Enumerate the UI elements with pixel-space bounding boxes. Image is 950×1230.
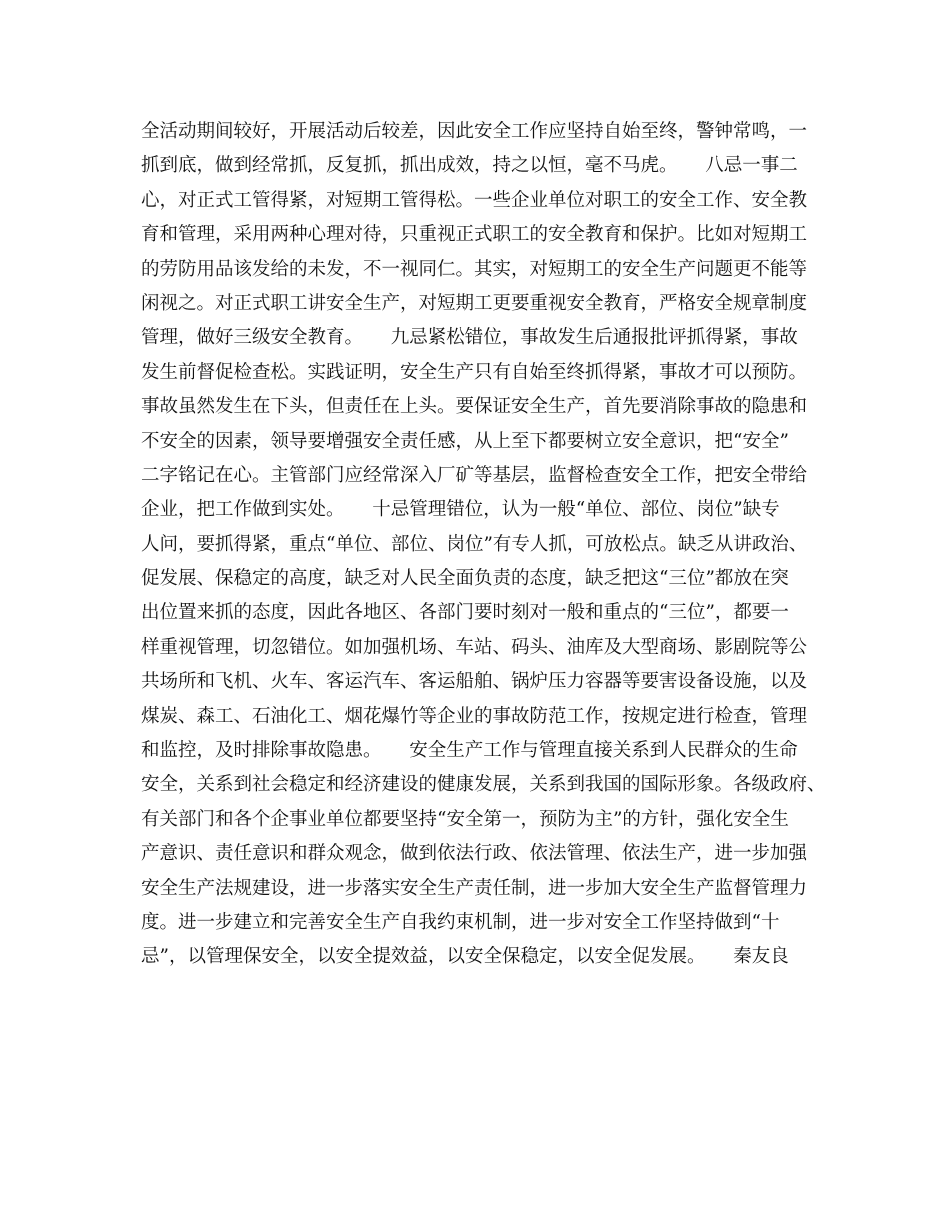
text-line: 有关部门和各个企事业单位都要坚持“安全第一，预防为主”的方针，强化安全生 (141, 808, 789, 830)
text-line: 管理，做好三级安全教育。 九忌紧松错位，事故发生后通报批评抓得紧，事故 (141, 327, 798, 349)
text-line: 煤炭、森工、石油化工、烟花爆竹等企业的事故防范工作，按规定进行检查，管理 (141, 705, 808, 727)
text-line: 二字铭记在心。主管部门应经常深入厂矿等基层，监督检查安全工作，把安全带给 (141, 464, 808, 486)
text-line: 产意识、责任意识和群众观念，做到依法行政、依法管理、依法生产，进一步加强 (141, 843, 808, 865)
text-line: 安全，关系到社会稳定和经济建设的健康发展，关系到我国的国际形象。各级政府、 (141, 774, 826, 796)
text-line: 企业，把工作做到实处。 十忌管理错位，认为一般“单位、部位、岗位”缺专 (141, 499, 780, 521)
text-line: 抓到底，做到经常抓，反复抓，抓出成效，持之以恒，毫不马虎。 八忌一事二 (141, 155, 798, 177)
text-line: 忌”，以管理保安全，以安全提效益，以安全保稳定，以安全促发展。 秦友良 (141, 946, 789, 968)
text-line: 样重视管理，切忽错位。如加强机场、车站、码头、油库及大型商场、影剧院等公 (141, 636, 808, 658)
text-line: 出位置来抓的态度，因此各地区、各部门要时刻对一般和重点的“三位”，都要一 (141, 602, 789, 624)
text-line: 不安全的因素，领导要增强安全责任感，从上至下都要树立安全意识，把“安全” (141, 430, 789, 452)
text-line: 安全生产法规建设，进一步落实安全生产责任制，进一步加大安全生产监督管理力 (141, 877, 808, 899)
text-line: 事故虽然发生在下头，但责任在上头。要保证安全生产，首先要消除事故的隐患和 (141, 396, 808, 418)
body-text (141, 115, 831, 975)
text-line: 促发展、保稳定的高度，缺乏对人民全面负责的态度，缺乏把这“三位”都放在突 (141, 568, 789, 590)
text-line: 人问，要抓得紧，重点“单位、部位、岗位”有专人抓，可放松点。缺乏从讲政治、 (141, 533, 808, 555)
text-line: 度。进一步建立和完善安全生产自我约束机制，进一步对安全工作坚持做到“十 (141, 911, 780, 933)
text-line: 心，对正式工管得紧，对短期工管得松。一些企业单位对职工的安全工作、安全教 (141, 189, 808, 211)
text-line: 全活动期间较好，开展活动后较差，因此安全工作应坚持自始至终，警钟常鸣，一 (141, 121, 808, 142)
text-line: 育和管理，采用两种心理对待，只重视正式职工的安全教育和保护。比如对短期工 (141, 224, 808, 246)
text-line: 发生前督促检查松。实践证明，安全生产只有自始至终抓得紧，事故才可以预防。 (141, 361, 808, 383)
text-line: 闲视之。对正式职工讲安全生产，对短期工更要重视安全教育，严格安全规章制度 (141, 292, 808, 314)
text-line: 共场所和飞机、火车、客运汽车、客运船舶、锅炉压力容器等要害设备设施，以及 (141, 671, 808, 693)
text-line: 和监控，及时排除事故隐患。 安全生产工作与管理直接关系到人民群众的生命 (141, 740, 798, 762)
text-line: 的劳防用品该发给的未发，不一视同仁。其实，对短期工的安全生产问题更不能等 (141, 258, 808, 280)
